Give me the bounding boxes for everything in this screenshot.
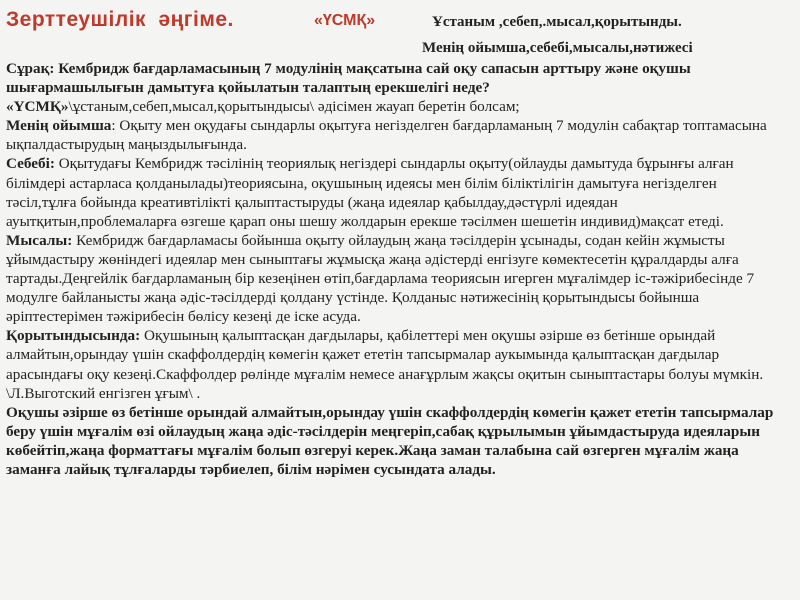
answer-method-text: \ұстаным,себеп,мысал,қорытындысы\ әдісімен жауап беретін болсам;: [68, 98, 520, 116]
method-steps: Ұстаным ,себеп,.мысал,қорытынды.: [432, 14, 682, 30]
final-paragraph: Оқушы әзірше өз бетінше орындай алмайтын,орындау үшін скаффолдердің көмегін қажет ететін тапсырмалар беру үшін мұғалім өзі ойлаудың жаңа әдіс-тәсілдерін меңгеріп,сабақ құрылымын ұйымдастыруда идеяларын көбейтіп,жаңа форматтағы мұғалім болып өзгеруі керек.Жаңа заман талабына сай өзгерген мұғалім жаңа заманға лайық тұлғаларды тәрбиелеп, білім нәрімен сусындата алады.: [6, 403, 774, 478]
conclusion-label: Қорытындысында:: [6, 327, 141, 345]
body-text: [6, 59, 790, 479]
question-label: Сұрақ:: [6, 60, 55, 77]
answer-method-paragraph: [6, 97, 790, 116]
method-keywords: Менің ойымша,себебі,мысалы,нәтижесі: [422, 40, 693, 56]
reason-paragraph: [6, 154, 790, 230]
header: [6, 4, 790, 66]
example-label: Мысалы:: [6, 231, 73, 249]
opinion-paragraph: [6, 116, 790, 154]
conclusion-paragraph: [6, 326, 790, 402]
example-text: Кембридж бағдарламасы бойынша оқыту ойлаудың жаңа тәсілдерін ұсынады, содан кейін жұмысты ұйымдастыру жөніндегі идеялар мен сыныптағы жұмысқа жаңа әдістерді енгізуге көмектесетін құралдарды алға тартады.Деңгейлік бағдарламаның бір кезеңінен өтіп,бағдарлама теориясын игерген мұғалімдер іс-тәжірибесінде 7 модулге байланысты жаңа әдіс-тәсілдерді қолдану үстінде. Қолданыс нәтижесінің қорытындысы бойынша әріптестерімен тәжірибесін бөлісу кезеңі де іске асуда.: [6, 231, 755, 326]
conclusion-text: Оқушының қалыптасқан дағдылары, қабілеттері мен оқушы әзірше өз бетінше орындай алмайтын,орындау үшін скаффолдердің көмегін қажет ететін тапсырмалар аукымында қалыптасқан дағдылар арасындағы оқу кезеңі.Скаффолдер рөлінде мұғалім немесе анағұрлым жақсы оқитын сыныптастары болуы мүмкін. \Л.Выготский енгізген ұғым\ .: [6, 327, 764, 402]
reason-label: Себебі:: [6, 155, 55, 173]
question-text: Кембридж бағдарламасының 7 модулінің мақсатына сай оқу сапасын арттыру және оқушы шығармашылығын дамытуға қойылатын талаптың ерекшелігі неде?: [6, 60, 691, 97]
slide-title: Зерттеушілік әңгіме.: [6, 8, 234, 31]
example-paragraph: [6, 231, 790, 326]
reason-text: Оқытудағы Кембридж тәсілінің теориялық негіздері сындарлы оқыту(ойлауды дамытуда бұрынғы алған білімдері астарласа қолданылады)теориясына, оқушының идеясы мен білім біліктілігін дамытуға негізделген тәсіл,тұлға бойында креативтілікті қалыптастыруды (жаңа идеялар қабылдау,дәстүрлі идеядан ауытқитын,проблемаларға өзгеше қарап оны шешу жолдарын ерекше тәсілмен шешетін индивид)мақсат етеді.: [6, 155, 734, 230]
opinion-text: : Оқыту мен оқудағы сындарлы оқытуға негізделген бағдарламаның 7 модулін сабақтар топтамасына ықпалдастырудың маңыздылығында.: [6, 117, 767, 154]
answer-method-label: «ҮСМҚ»: [6, 98, 69, 116]
method-abbreviation: «ҮСМҚ»: [314, 12, 376, 29]
opinion-label: Менің ойымша: [6, 117, 112, 135]
